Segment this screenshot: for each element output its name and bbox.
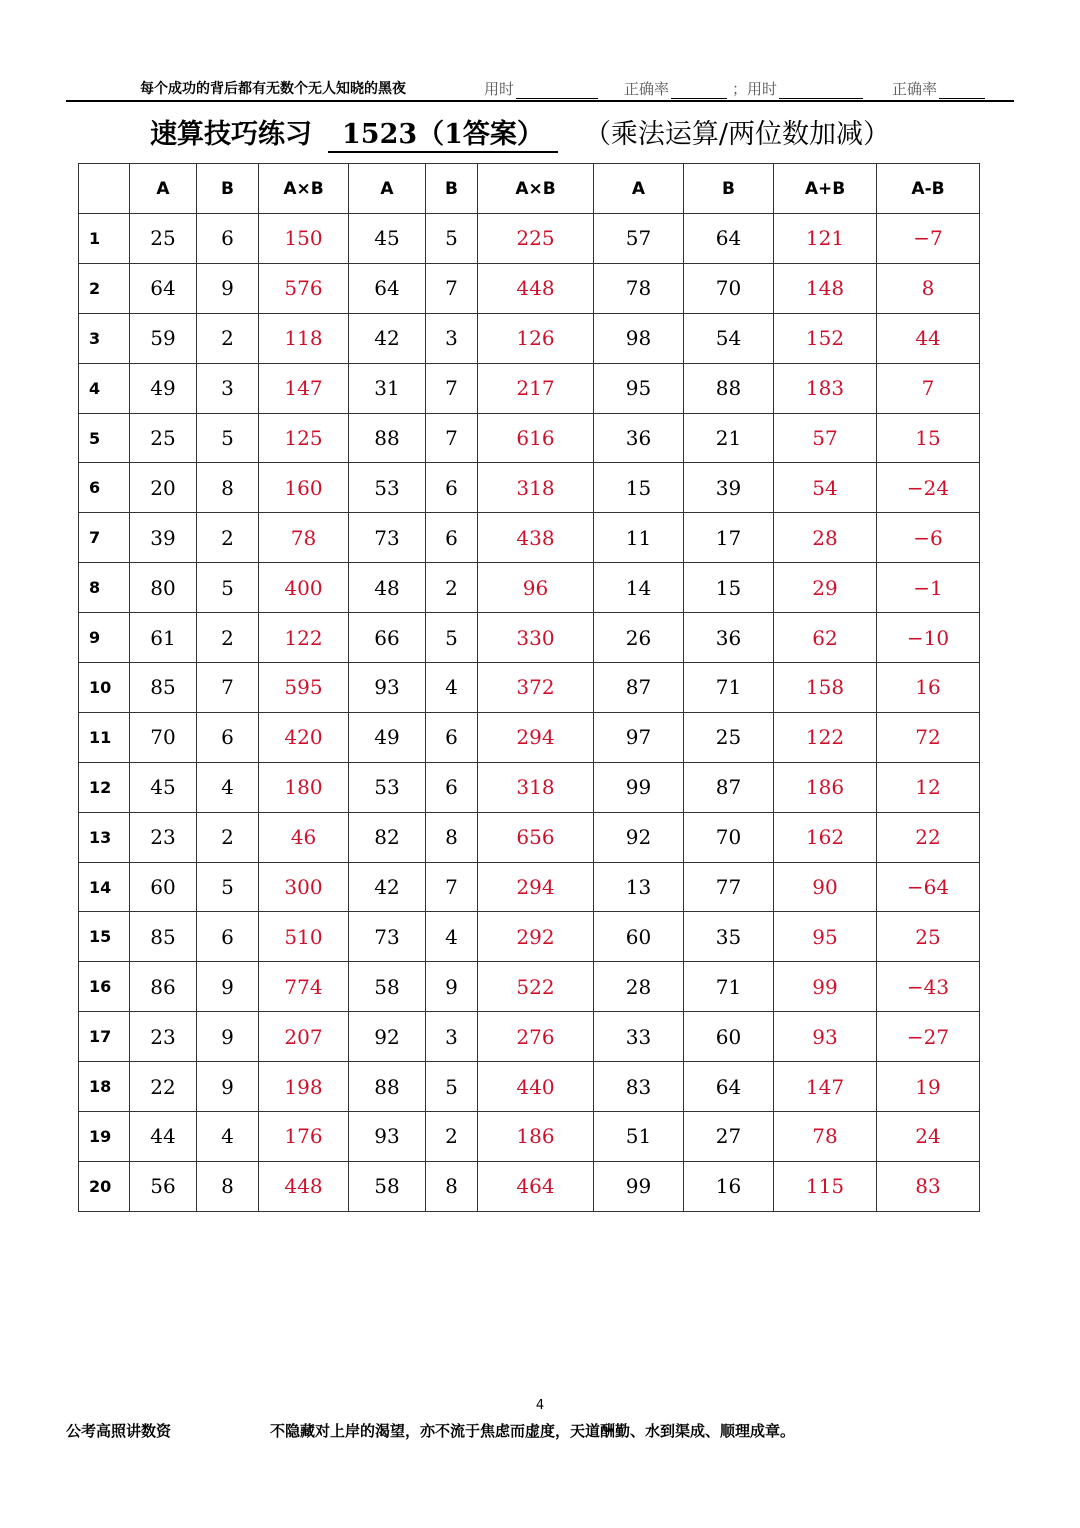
- operand-cell: 33: [594, 1012, 684, 1062]
- operand-cell: 4: [426, 912, 478, 962]
- operand-cell: 58: [349, 1161, 426, 1211]
- operand-cell: 2: [197, 812, 259, 862]
- answer-cell: 576: [259, 263, 349, 313]
- operand-cell: 7: [426, 363, 478, 413]
- answer-cell: 122: [259, 613, 349, 663]
- answer-cell: 276: [478, 1012, 594, 1062]
- answer-cell: 420: [259, 712, 349, 762]
- answer-cell: 160: [259, 463, 349, 513]
- operand-cell: 97: [594, 712, 684, 762]
- operand-cell: 8: [197, 463, 259, 513]
- answer-cell: 183: [774, 363, 877, 413]
- operand-cell: 27: [684, 1112, 774, 1162]
- accuracy-field-2: [892, 78, 985, 99]
- row-number: 9: [79, 613, 130, 663]
- operand-cell: 45: [349, 214, 426, 264]
- footer-motto: 不隐藏对上岸的渴望，亦不流于焦虑而虚度，天道酬勤、水到渠成、顺理成章。: [270, 1422, 796, 1440]
- column-header-index: [79, 164, 130, 214]
- table-row: [79, 663, 980, 713]
- column-header-b-2: B: [197, 164, 259, 214]
- operand-cell: 60: [684, 1012, 774, 1062]
- operand-cell: 95: [594, 363, 684, 413]
- table-row: [79, 263, 980, 313]
- answer-cell: 186: [774, 762, 877, 812]
- table-row: [79, 313, 980, 363]
- answer-cell: 99: [774, 962, 877, 1012]
- answer-cell: 186: [478, 1112, 594, 1162]
- operand-cell: 59: [130, 313, 197, 363]
- operand-cell: 35: [684, 912, 774, 962]
- operand-cell: 3: [197, 363, 259, 413]
- answer-cell: 198: [259, 1062, 349, 1112]
- answer-cell: 96: [478, 563, 594, 613]
- operand-cell: 98: [594, 313, 684, 363]
- operand-cell: 2: [197, 313, 259, 363]
- operand-cell: 28: [594, 962, 684, 1012]
- row-number: 6: [79, 463, 130, 513]
- operand-cell: 5: [197, 862, 259, 912]
- operand-cell: 73: [349, 513, 426, 563]
- time-label-1: 用时: [484, 80, 515, 98]
- operand-cell: 88: [684, 363, 774, 413]
- operand-cell: 4: [197, 762, 259, 812]
- operand-cell: 8: [426, 812, 478, 862]
- operand-cell: 15: [684, 563, 774, 613]
- operand-cell: 7: [426, 263, 478, 313]
- page-number: 4: [535, 1398, 545, 1413]
- column-header-a-7: A: [594, 164, 684, 214]
- operand-cell: 99: [594, 762, 684, 812]
- time-blank-1[interactable]: [516, 84, 598, 99]
- title-number: 1523（1答案）: [328, 112, 558, 153]
- row-number: 16: [79, 962, 130, 1012]
- operand-cell: 48: [349, 563, 426, 613]
- answer-cell: −7: [877, 214, 980, 264]
- operand-cell: 2: [197, 613, 259, 663]
- operand-cell: 23: [130, 1012, 197, 1062]
- operand-cell: 51: [594, 1112, 684, 1162]
- operand-cell: 6: [197, 912, 259, 962]
- column-header-sum-9: A+B: [774, 164, 877, 214]
- answer-cell: 83: [877, 1161, 980, 1211]
- answer-cell: 152: [774, 313, 877, 363]
- answer-cell: 57: [774, 413, 877, 463]
- answer-cell: 122: [774, 712, 877, 762]
- answer-cell: 448: [259, 1161, 349, 1211]
- row-number: 15: [79, 912, 130, 962]
- operand-cell: 71: [684, 962, 774, 1012]
- answer-cell: 115: [774, 1161, 877, 1211]
- operand-cell: 23: [130, 812, 197, 862]
- operand-cell: 3: [426, 313, 478, 363]
- operand-cell: 25: [130, 214, 197, 264]
- answer-cell: 510: [259, 912, 349, 962]
- operand-cell: 6: [426, 463, 478, 513]
- answer-cell: 147: [259, 363, 349, 413]
- answer-cell: 28: [774, 513, 877, 563]
- operand-cell: 85: [130, 912, 197, 962]
- operand-cell: 36: [594, 413, 684, 463]
- operand-cell: 53: [349, 762, 426, 812]
- operand-cell: 92: [349, 1012, 426, 1062]
- answer-cell: 318: [478, 762, 594, 812]
- table-row: [79, 363, 980, 413]
- operand-cell: 71: [684, 663, 774, 713]
- row-number: 14: [79, 862, 130, 912]
- operand-cell: 53: [349, 463, 426, 513]
- answer-cell: 294: [478, 712, 594, 762]
- answer-cell: 125: [259, 413, 349, 463]
- table-row: [79, 712, 980, 762]
- accuracy-blank-1[interactable]: [671, 84, 727, 99]
- operand-cell: 7: [426, 413, 478, 463]
- operand-cell: 70: [684, 812, 774, 862]
- operand-cell: 25: [684, 712, 774, 762]
- accuracy-field-1: [624, 78, 727, 99]
- table-row: [79, 463, 980, 513]
- answer-cell: 8: [877, 263, 980, 313]
- row-number: 5: [79, 413, 130, 463]
- table-row: [79, 613, 980, 663]
- answer-cell: 118: [259, 313, 349, 363]
- column-header-product-3: A×B: [259, 164, 349, 214]
- column-header-a-4: A: [349, 164, 426, 214]
- answer-cell: −6: [877, 513, 980, 563]
- operand-cell: 6: [426, 513, 478, 563]
- header-motto: 每个成功的背后都有无数个无人知晓的黑夜: [140, 81, 406, 97]
- answer-cell: 400: [259, 563, 349, 613]
- time-label-2: 用时: [747, 80, 778, 98]
- time-blank-2[interactable]: [779, 84, 863, 99]
- table-row: [79, 762, 980, 812]
- answer-cell: 440: [478, 1062, 594, 1112]
- answer-cell: 29: [774, 563, 877, 613]
- answer-cell: 22: [877, 812, 980, 862]
- operand-cell: 93: [349, 663, 426, 713]
- operand-cell: 39: [684, 463, 774, 513]
- operand-cell: 20: [130, 463, 197, 513]
- operand-cell: 44: [130, 1112, 197, 1162]
- header-row: [79, 164, 980, 214]
- time-field-2: [732, 78, 863, 99]
- answer-cell: 656: [478, 812, 594, 862]
- operand-cell: 64: [684, 1062, 774, 1112]
- answer-cell: 15: [877, 413, 980, 463]
- row-number: 18: [79, 1062, 130, 1112]
- operand-cell: 77: [684, 862, 774, 912]
- separator: ；: [732, 80, 748, 98]
- accuracy-label-1: 正确率: [624, 80, 670, 98]
- column-header-a-1: A: [130, 164, 197, 214]
- operand-cell: 26: [594, 613, 684, 663]
- answer-cell: 774: [259, 962, 349, 1012]
- answer-cell: 372: [478, 663, 594, 713]
- operand-cell: 70: [684, 263, 774, 313]
- answer-cell: 464: [478, 1161, 594, 1211]
- row-number: 8: [79, 563, 130, 613]
- operand-cell: 3: [426, 1012, 478, 1062]
- operand-cell: 7: [197, 663, 259, 713]
- answer-cell: 78: [774, 1112, 877, 1162]
- row-number: 4: [79, 363, 130, 413]
- column-header-b-5: B: [426, 164, 478, 214]
- operand-cell: 60: [594, 912, 684, 962]
- operand-cell: 5: [426, 1062, 478, 1112]
- answer-cell: 121: [774, 214, 877, 264]
- operand-cell: 88: [349, 1062, 426, 1112]
- operand-cell: 9: [197, 1062, 259, 1112]
- table-row: [79, 513, 980, 563]
- operand-cell: 21: [684, 413, 774, 463]
- answer-cell: 217: [478, 363, 594, 413]
- operand-cell: 73: [349, 912, 426, 962]
- operand-cell: 42: [349, 313, 426, 363]
- title-kind: （乘法运算/两位数加减）: [583, 119, 891, 150]
- operand-cell: 61: [130, 613, 197, 663]
- answer-cell: 294: [478, 862, 594, 912]
- operand-cell: 4: [197, 1112, 259, 1162]
- table-row: [79, 1062, 980, 1112]
- operand-cell: 49: [130, 363, 197, 413]
- answer-cell: 24: [877, 1112, 980, 1162]
- row-number: 17: [79, 1012, 130, 1062]
- operand-cell: 4: [426, 663, 478, 713]
- answer-cell: 62: [774, 613, 877, 663]
- operand-cell: 36: [684, 613, 774, 663]
- table-row: [79, 413, 980, 463]
- answer-cell: 616: [478, 413, 594, 463]
- operand-cell: 17: [684, 513, 774, 563]
- operand-cell: 54: [684, 313, 774, 363]
- answer-cell: 148: [774, 263, 877, 313]
- operand-cell: 6: [197, 214, 259, 264]
- table-row: [79, 912, 980, 962]
- answer-cell: 595: [259, 663, 349, 713]
- operand-cell: 83: [594, 1062, 684, 1112]
- operand-cell: 13: [594, 862, 684, 912]
- operand-cell: 8: [197, 1161, 259, 1211]
- operand-cell: 66: [349, 613, 426, 663]
- table-row: [79, 1112, 980, 1162]
- row-number: 20: [79, 1161, 130, 1211]
- answer-cell: 7: [877, 363, 980, 413]
- answer-cell: 16: [877, 663, 980, 713]
- operand-cell: 93: [349, 1112, 426, 1162]
- table-row: [79, 862, 980, 912]
- operand-cell: 56: [130, 1161, 197, 1211]
- answer-cell: 72: [877, 712, 980, 762]
- answer-cell: 44: [877, 313, 980, 363]
- answer-cell: 176: [259, 1112, 349, 1162]
- row-number: 10: [79, 663, 130, 713]
- operand-cell: 6: [426, 712, 478, 762]
- operand-cell: 9: [197, 1012, 259, 1062]
- answer-cell: 158: [774, 663, 877, 713]
- operand-cell: 39: [130, 513, 197, 563]
- answer-cell: 12: [877, 762, 980, 812]
- answer-cell: 438: [478, 513, 594, 563]
- operand-cell: 16: [684, 1161, 774, 1211]
- column-header-b-8: B: [684, 164, 774, 214]
- operand-cell: 9: [197, 962, 259, 1012]
- answer-cell: −1: [877, 563, 980, 613]
- answer-cell: 207: [259, 1012, 349, 1062]
- answer-cell: 448: [478, 263, 594, 313]
- time-field-1: [484, 78, 598, 99]
- operand-cell: 99: [594, 1161, 684, 1211]
- operand-cell: 2: [426, 563, 478, 613]
- operand-cell: 42: [349, 862, 426, 912]
- answer-cell: 95: [774, 912, 877, 962]
- worksheet-title: [150, 112, 1030, 152]
- operand-cell: 87: [594, 663, 684, 713]
- title-main: 速算技巧练习: [150, 119, 312, 150]
- operand-cell: 15: [594, 463, 684, 513]
- operand-cell: 70: [130, 712, 197, 762]
- exercise-table: [78, 163, 980, 1212]
- answer-cell: −43: [877, 962, 980, 1012]
- operand-cell: 88: [349, 413, 426, 463]
- operand-cell: 2: [426, 1112, 478, 1162]
- operand-cell: 64: [130, 263, 197, 313]
- answer-cell: 147: [774, 1062, 877, 1112]
- answer-cell: 25: [877, 912, 980, 962]
- row-number: 12: [79, 762, 130, 812]
- operand-cell: 49: [349, 712, 426, 762]
- column-header-difference-10: A-B: [877, 164, 980, 214]
- operand-cell: 78: [594, 263, 684, 313]
- operand-cell: 7: [426, 862, 478, 912]
- table-row: [79, 1161, 980, 1211]
- table-row: [79, 962, 980, 1012]
- answer-cell: 180: [259, 762, 349, 812]
- answer-cell: 78: [259, 513, 349, 563]
- answer-cell: 126: [478, 313, 594, 363]
- operand-cell: 5: [197, 563, 259, 613]
- table-row: [79, 214, 980, 264]
- operand-cell: 22: [130, 1062, 197, 1112]
- operand-cell: 5: [197, 413, 259, 463]
- operand-cell: 11: [594, 513, 684, 563]
- table-row: [79, 1012, 980, 1062]
- operand-cell: 8: [426, 1161, 478, 1211]
- answer-cell: 318: [478, 463, 594, 513]
- footer-left: 公考高照讲数资: [66, 1422, 172, 1440]
- answer-cell: 300: [259, 862, 349, 912]
- table-row: [79, 563, 980, 613]
- row-number: 11: [79, 712, 130, 762]
- answer-cell: 90: [774, 862, 877, 912]
- row-number: 2: [79, 263, 130, 313]
- operand-cell: 14: [594, 563, 684, 613]
- row-number: 1: [79, 214, 130, 264]
- operand-cell: 86: [130, 962, 197, 1012]
- operand-cell: 5: [426, 613, 478, 663]
- operand-cell: 45: [130, 762, 197, 812]
- answer-cell: 93: [774, 1012, 877, 1062]
- operand-cell: 82: [349, 812, 426, 862]
- answer-cell: −27: [877, 1012, 980, 1062]
- operand-cell: 6: [197, 712, 259, 762]
- row-number: 19: [79, 1112, 130, 1162]
- table-body: [79, 214, 980, 1212]
- answer-cell: −64: [877, 862, 980, 912]
- accuracy-label-2: 正确率: [892, 80, 938, 98]
- operand-cell: 64: [349, 263, 426, 313]
- answer-cell: 150: [259, 214, 349, 264]
- operand-cell: 80: [130, 563, 197, 613]
- row-number: 7: [79, 513, 130, 563]
- answer-cell: 225: [478, 214, 594, 264]
- operand-cell: 9: [197, 263, 259, 313]
- answer-cell: 292: [478, 912, 594, 962]
- answer-cell: 522: [478, 962, 594, 1012]
- operand-cell: 64: [684, 214, 774, 264]
- operand-cell: 2: [197, 513, 259, 563]
- operand-cell: 87: [684, 762, 774, 812]
- column-header-product-6: A×B: [478, 164, 594, 214]
- operand-cell: 92: [594, 812, 684, 862]
- table-row: [79, 812, 980, 862]
- operand-cell: 60: [130, 862, 197, 912]
- answer-cell: 54: [774, 463, 877, 513]
- operand-cell: 57: [594, 214, 684, 264]
- operand-cell: 31: [349, 363, 426, 413]
- answer-cell: −10: [877, 613, 980, 663]
- page-header: [66, 76, 1014, 102]
- accuracy-blank-2[interactable]: [939, 84, 985, 99]
- operand-cell: 25: [130, 413, 197, 463]
- operand-cell: 85: [130, 663, 197, 713]
- answer-cell: 162: [774, 812, 877, 862]
- row-number: 3: [79, 313, 130, 363]
- operand-cell: 9: [426, 962, 478, 1012]
- answer-cell: 46: [259, 812, 349, 862]
- operand-cell: 6: [426, 762, 478, 812]
- operand-cell: 58: [349, 962, 426, 1012]
- answer-cell: −24: [877, 463, 980, 513]
- operand-cell: 5: [426, 214, 478, 264]
- row-number: 13: [79, 812, 130, 862]
- answer-cell: 330: [478, 613, 594, 663]
- answer-cell: 19: [877, 1062, 980, 1112]
